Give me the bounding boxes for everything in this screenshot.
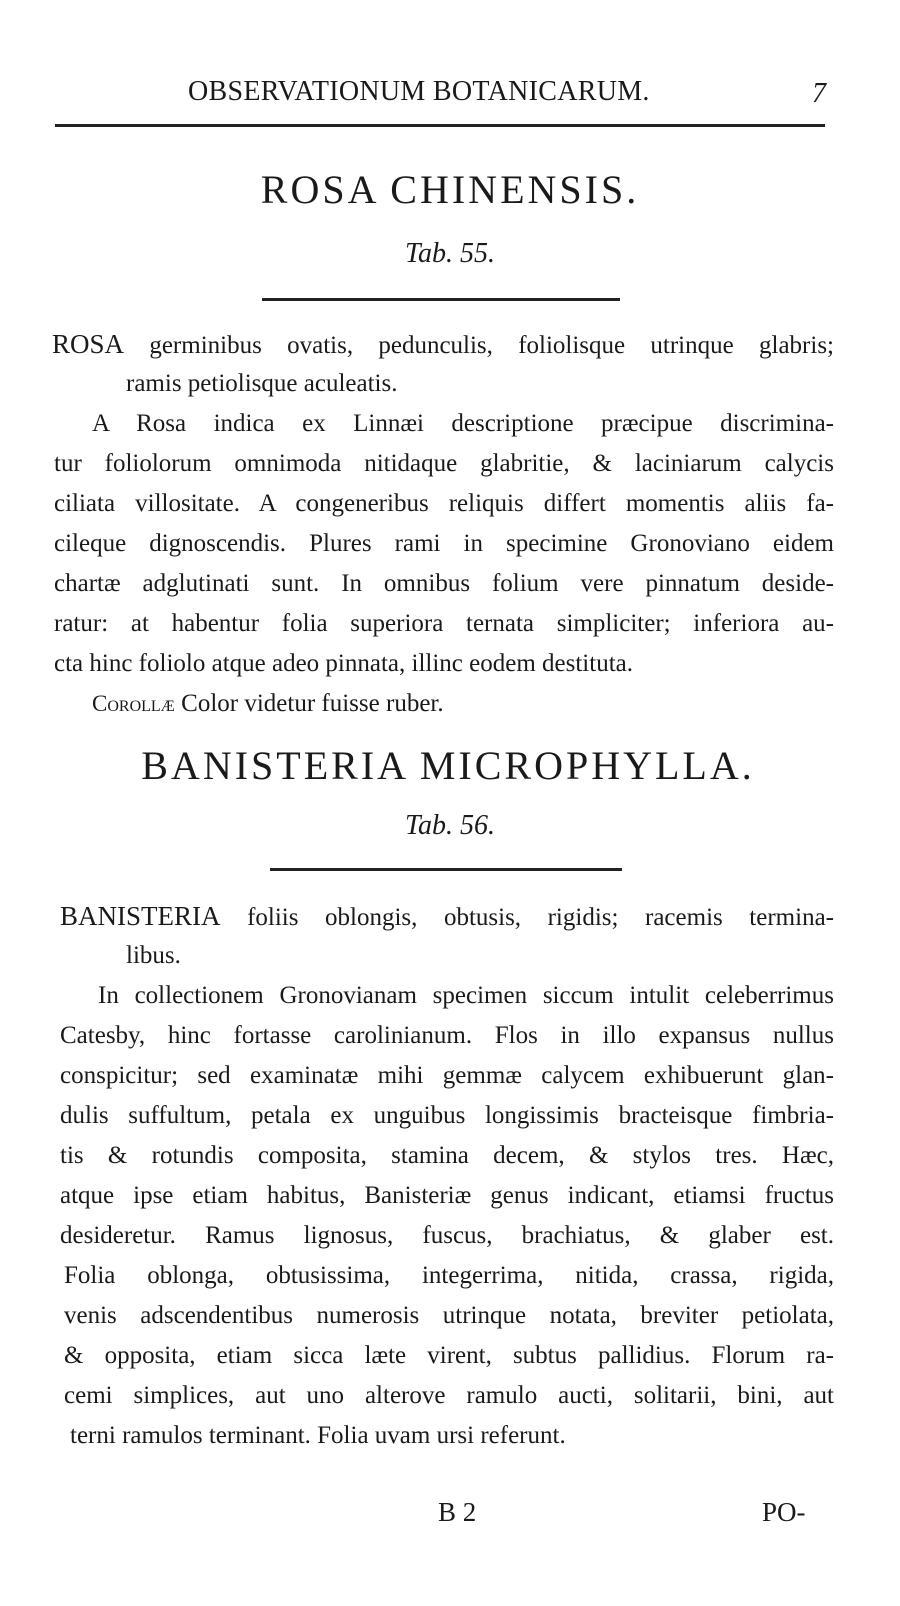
section-rule <box>270 868 622 871</box>
text-line: ramis petiolisque aculeatis. <box>126 370 398 397</box>
text-line: cemi simplices, aut uno alterove ramulo aucti, solitarii, bini, aut <box>64 1382 834 1409</box>
page-header <box>0 72 900 122</box>
text-line: foliis oblongis, obtusis, rigidis; racemis termina- <box>247 904 834 931</box>
diagnosis-line <box>52 324 834 366</box>
text-line: Catesby, hinc fortasse carolinianum. Flos in illo expansus nullus <box>60 1022 834 1049</box>
section-rule <box>262 298 620 301</box>
text-line: cta hinc foliolo atque adeo pinnata, illinc eodem destituta. <box>54 650 633 677</box>
corolla-label: Corollæ <box>92 691 175 716</box>
genus-lead: ROSA <box>52 329 125 359</box>
text-line: chartæ adglutinati sunt. In omnibus folium vere pinnatum deside- <box>54 570 834 597</box>
text-line: germinibus ovatis, pedunculis, foliolisque utrinque glabris; <box>149 332 834 359</box>
text-line: & opposita, etiam sicca læte virent, subtus pallidius. Florum ra- <box>64 1342 834 1369</box>
text-line: Folia oblonga, obtusissima, integerrima, nitida, crassa, rigida, <box>64 1262 834 1289</box>
text-line: terni ramulos terminant. Folia uvam ursi referunt. <box>70 1422 566 1449</box>
text-line: A Rosa indica ex Linnæi descriptione præcipue discrimina- <box>92 410 834 437</box>
diagnosis-line <box>60 896 834 938</box>
running-title: OBSERVATIONUM BOTANICARUM. <box>188 76 650 107</box>
text-line: conspicitur; sed examinatæ mihi gemmæ calycem exhibuerunt glan- <box>60 1062 834 1089</box>
catchword: PO- <box>762 1497 806 1527</box>
genus-lead: BANISTERIA <box>60 901 221 931</box>
text-line: venis adscendentibus numerosis utrinque notata, breviter petiolata, <box>64 1302 834 1329</box>
corolla-note <box>92 684 834 724</box>
text-line: tis & rotundis composita, stamina decem, & stylos tres. Hæc, <box>60 1142 834 1169</box>
text-line: atque ipse etiam habitus, Banisteriæ genus indicant, etiamsi fructus <box>60 1182 834 1209</box>
text-line: libus. <box>126 942 181 969</box>
species-title-banisteria: BANISTERIA MICROPHYLLA. <box>141 743 755 788</box>
corolla-text: Color videtur fuisse ruber. <box>181 690 444 717</box>
text-line: dulis suffultum, petala ex unguibus longissimis bracteisque fimbria- <box>60 1102 834 1129</box>
page-number: 7 <box>812 78 826 109</box>
text-line: desideretur. Ramus lignosus, fuscus, brachiatus, & glaber est. <box>60 1222 834 1249</box>
signature-mark: B 2 <box>438 1497 477 1527</box>
species-title-rosa: ROSA CHINENSIS. <box>260 167 640 212</box>
text-line: tur foliolorum omnimoda nitidaque glabritie, & laciniarum calycis <box>54 450 834 477</box>
header-rule <box>55 124 825 127</box>
plate-reference-55: Tab. 55. <box>404 238 495 269</box>
text-line: ratur: at habentur folia superiora ternata simpliciter; inferiora au- <box>54 610 834 637</box>
text-line: In collectionem Gronovianam specimen siccum intulit celeberrimus <box>98 982 834 1009</box>
plate-reference-56: Tab. 56. <box>404 810 495 841</box>
text-line: cileque dignoscendis. Plures rami in specimine Gronoviano eidem <box>54 530 834 557</box>
text-line: ciliata villositate. A congeneribus reliquis differt momentis aliis fa- <box>54 490 834 517</box>
